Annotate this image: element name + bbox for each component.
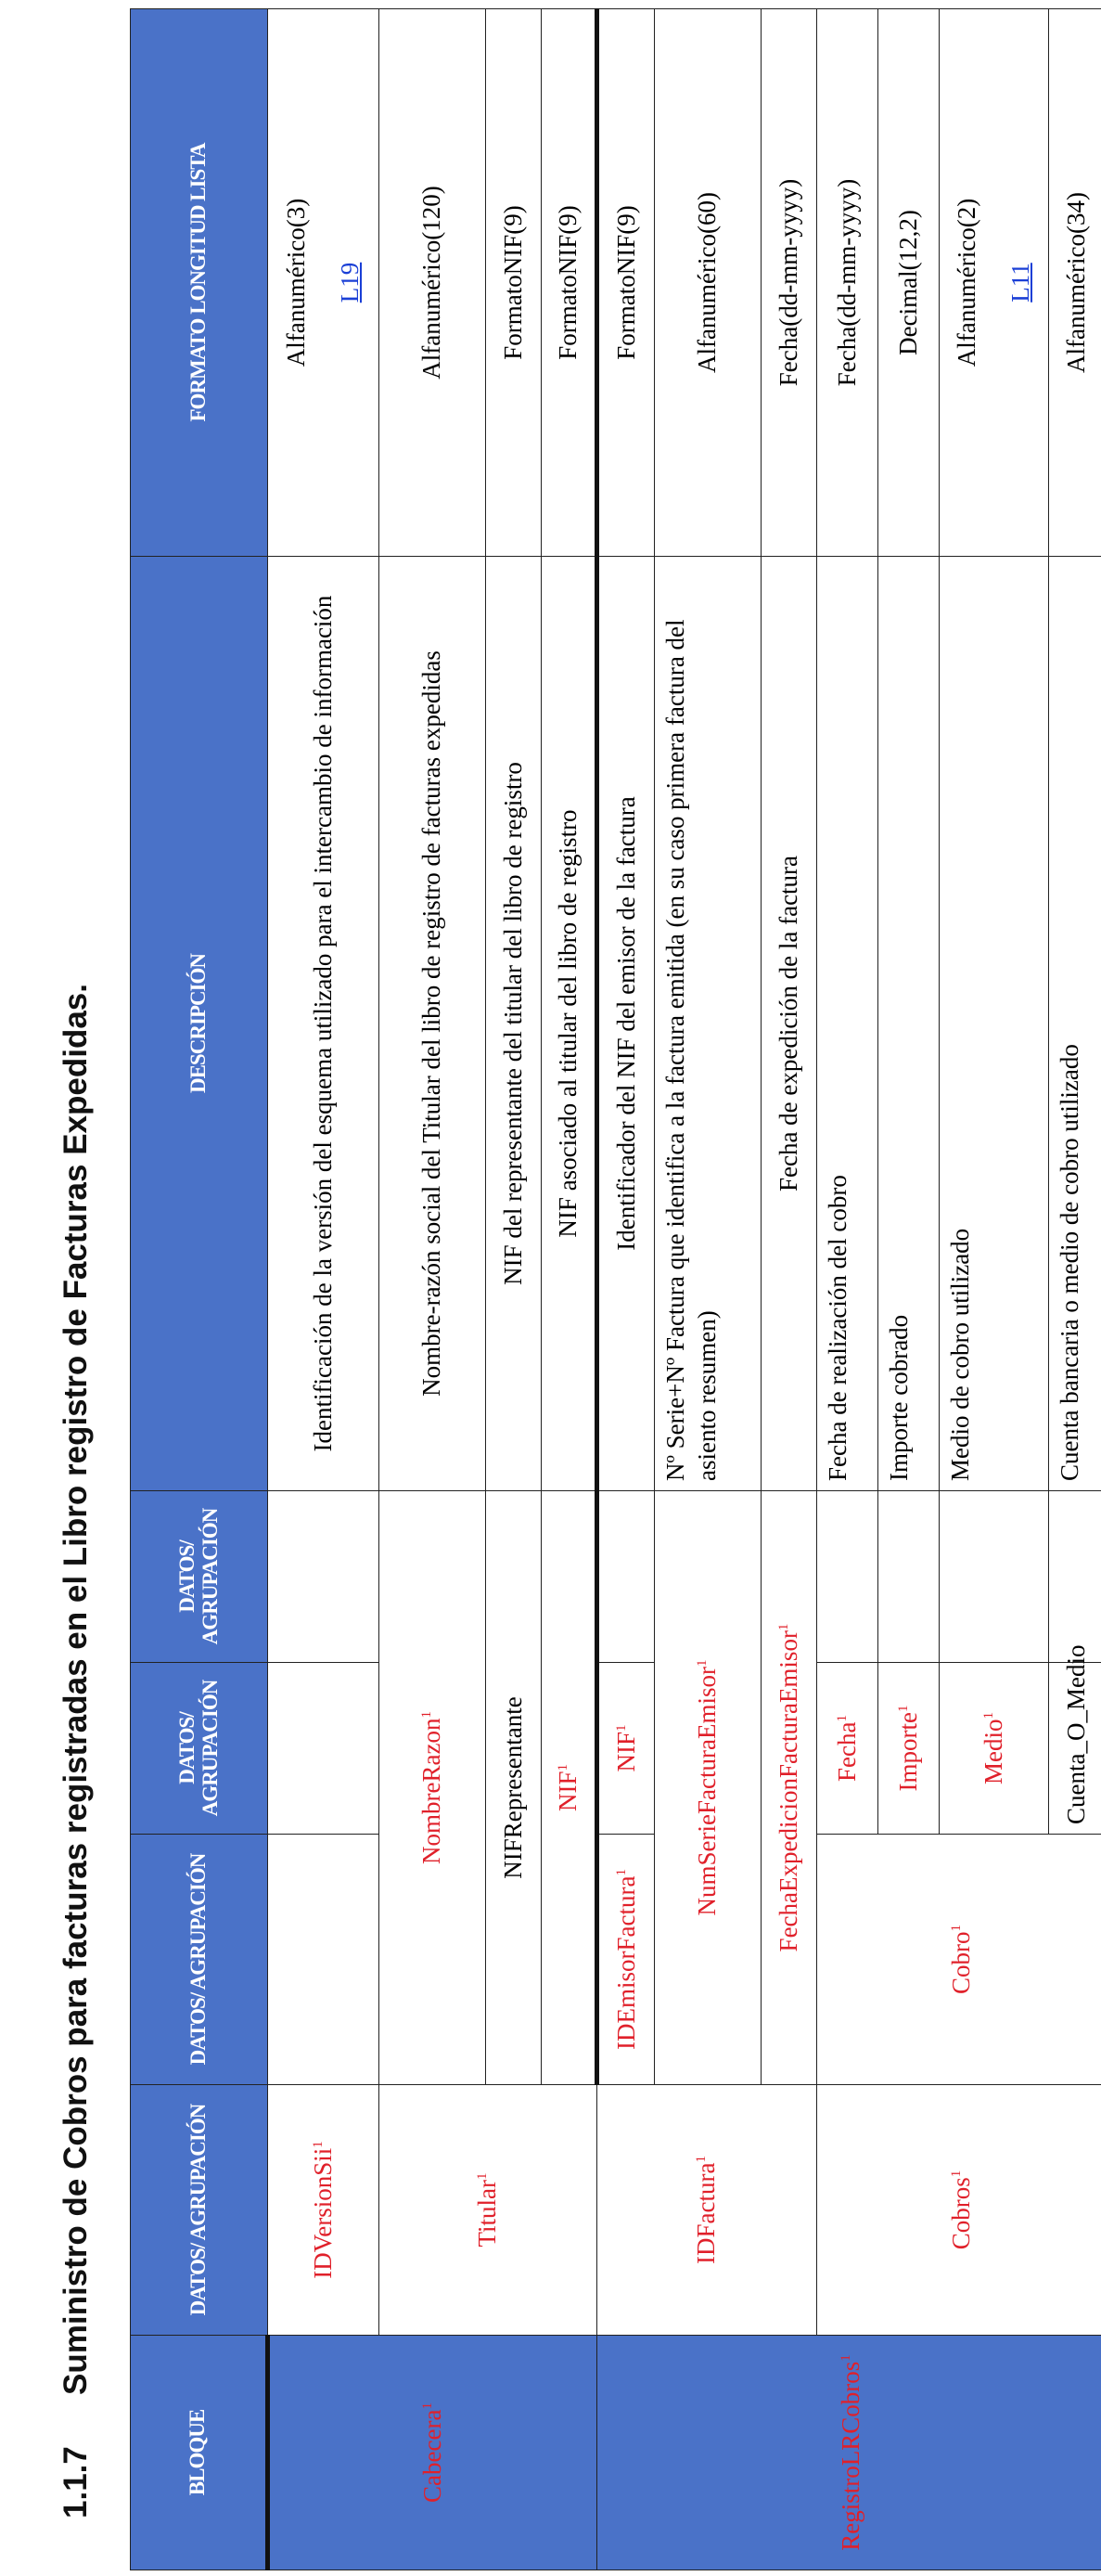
format-nombrerazon: Alfanumérico(120) — [379, 9, 486, 557]
block-registrolrcobros: RegistroLRCobros$^1$ — [597, 2336, 1101, 2570]
field-nif-emisor: NIF$^1$ — [597, 1663, 655, 1835]
header-datos-1: DATOS/ AGRUPACIÓN — [131, 2085, 268, 2336]
desc-nombrerazon: Nombre-razón social del Titular del libro de registro de facturas expedidas — [379, 557, 486, 1491]
format-cuenta-o-medio: Alfanumérico(34) — [1049, 9, 1101, 557]
header-datos-3: DATOS/ AGRUPACIÓN — [131, 1663, 268, 1835]
desc-fechaexpedicionfacturaemisor: Fecha de expedición de la factura — [762, 557, 817, 1491]
desc-nif-emisor: Identificador del NIF del emisor de la factura — [597, 557, 655, 1491]
link-l19[interactable]: L19 — [335, 262, 364, 303]
field-idemisorfactura: IDEmisorFactura$^1$ — [597, 1835, 655, 2085]
field-medio: Medio$^1$ — [940, 1663, 1049, 1835]
field-cuenta-o-medio: Cuenta_O_Medio — [1049, 1663, 1101, 1835]
table-row — [597, 9, 655, 2570]
format-medio: Alfanumérico(2) L11 — [940, 9, 1049, 557]
format-nif-emisor: FormatoNIF(9) — [597, 9, 655, 557]
desc-medio: Medio de cobro utilizado — [940, 557, 1049, 1491]
format-nif-titular: FormatoNIF(9) — [542, 9, 597, 557]
header-formato: FORMATO LONGITUD LISTA — [131, 9, 268, 557]
field-titular: Titular$^1$ — [379, 2085, 597, 2336]
field-nifrepresentante: NIFRepresentante — [486, 1491, 542, 2085]
field-fecha: Fecha$^1$ — [817, 1663, 878, 1835]
desc-nif-titular: NIF asociado al titular del libro de registro — [542, 557, 597, 1491]
spec-table — [130, 8, 1101, 2570]
header-datos-4: DATOS/ AGRUPACIÓN — [131, 1491, 268, 1663]
format-fechaexpedicionfacturaemisor: Fecha(dd-mm-yyyy) — [762, 9, 817, 557]
header-descripcion: DESCRIPCIÓN — [131, 557, 268, 1491]
header-datos-2: DATOS/ AGRUPACIÓN — [131, 1835, 268, 2085]
link-l11[interactable]: L11 — [1005, 263, 1034, 303]
table-header-row — [131, 9, 268, 2570]
format-fecha: Fecha(dd-mm-yyyy) — [817, 9, 878, 557]
desc-numseriefacturaemisor: Nº Serie+Nº Factura que identifica a la factura emitida (en su caso primera factura del asiento resumen) — [655, 557, 762, 1491]
desc-idversionsii: Identificación de la versión del esquema utilizado para el intercambio de información — [268, 557, 379, 1491]
field-cobros: Cobros$^1$ — [817, 2085, 1101, 2336]
section-heading — [17, 0, 119, 2576]
field-nombrerazon: NombreRazon$^1$ — [379, 1491, 486, 2085]
format-numseriefacturaemisor: Alfanumérico(60) — [655, 9, 762, 557]
table-row — [379, 9, 486, 2570]
field-importe: Importe$^1$ — [878, 1663, 940, 1835]
section-title: Suministro de Cobros para facturas registradas en el Libro registro de Facturas Expedidas. — [58, 984, 94, 2395]
desc-fecha: Fecha de realización del cobro — [817, 557, 878, 1491]
field-nif-titular: NIF$^1$ — [542, 1491, 597, 2085]
block-cabecera: Cabecera$^1$ — [268, 2336, 597, 2570]
field-idfactura: IDFactura$^1$ — [597, 2085, 817, 2336]
format-importe: Decimal(12,2) — [878, 9, 940, 557]
section-number: 1.1.7 — [58, 2446, 94, 2518]
format-idversionsii: Alfanumérico(3) L19 — [268, 9, 379, 557]
field-cobro: Cobro$^1$ — [817, 1835, 1101, 2085]
format-nifrepresentante: FormatoNIF(9) — [486, 9, 542, 557]
desc-nifrepresentante: NIF del representante del titular del libro de registro — [486, 557, 542, 1491]
field-numseriefacturaemisor: NumSerieFacturaEmisor$^1$ — [655, 1491, 762, 2085]
spec-table-container — [130, 9, 1095, 2570]
table-row — [817, 9, 878, 2570]
header-bloque: BLOQUE — [131, 2336, 268, 2570]
desc-importe: Importe cobrado — [878, 557, 940, 1491]
table-row — [268, 9, 379, 2570]
field-fechaexpedicionfacturaemisor: FechaExpedicionFacturaEmisor$^1$ — [762, 1491, 817, 2085]
field-idversionsii: IDVersionSii$^1$ — [268, 2085, 379, 2336]
desc-cuenta-o-medio: Cuenta bancaria o medio de cobro utilizado — [1049, 557, 1101, 1491]
